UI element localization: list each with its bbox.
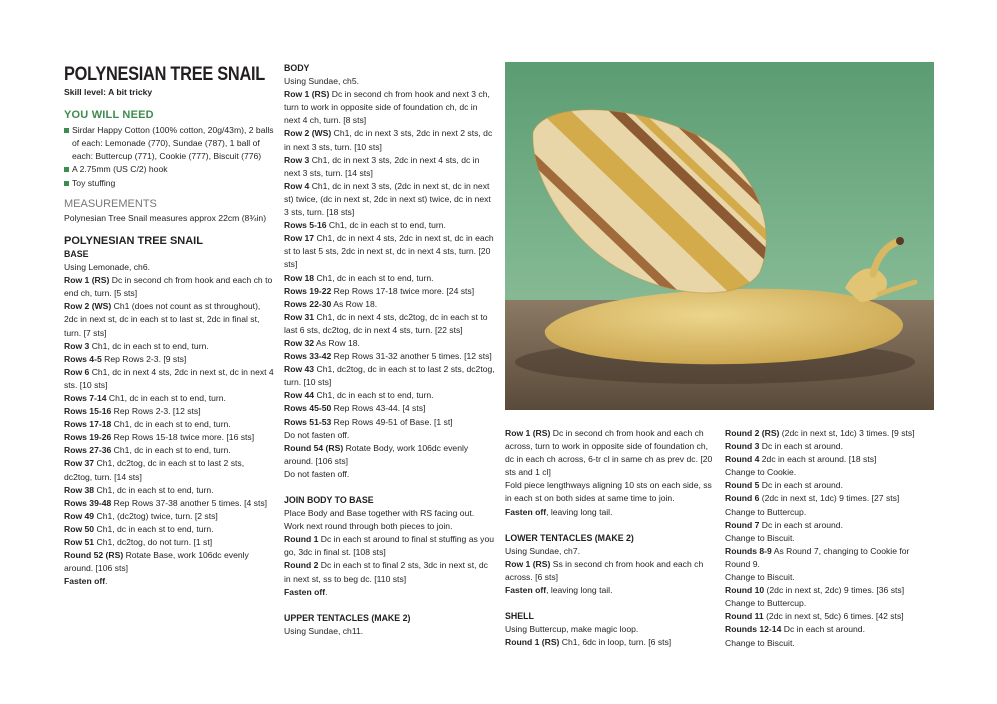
skill-level: Skill level: A bit tricky [64, 87, 153, 97]
row-label: Rows 4-5 [64, 353, 102, 364]
instruction-line [505, 558, 717, 584]
row-label: Round 5 [725, 480, 760, 491]
row-label: Row 44 [284, 390, 315, 401]
instruction-line [725, 453, 937, 466]
instruction-line [284, 154, 496, 180]
section-subheading: JOIN BODY TO BASE [284, 495, 374, 505]
row-label: Row 3 [64, 340, 90, 351]
you-will-need-heading: YOU WILL NEED [64, 109, 154, 122]
row-label: Rounds 12-14 [725, 624, 782, 635]
instruction-line [284, 625, 496, 638]
instruction-line [64, 575, 274, 588]
instruction-line [284, 533, 496, 559]
instruction-line [505, 427, 717, 479]
instruction-line [284, 88, 496, 127]
row-label: Row 50 [64, 523, 95, 534]
row-text: Ch1, dc in each st to end, turn. [94, 484, 214, 495]
instruction-line [284, 402, 496, 415]
instruction-line [284, 285, 496, 298]
row-label: Row 6 [64, 366, 90, 377]
row-label: Row 4 [284, 180, 310, 191]
row-label: Row 3 [284, 154, 310, 165]
row-text: Ch1, dc in each st to end, turn. [89, 340, 209, 351]
instruction-line [505, 636, 717, 649]
row-text: Rep Rows 43-44. [4 sts] [331, 403, 426, 414]
materials-item: Sirdar Happy Cotton (100% cotton, 20g/43m), 2 balls of each: Lemonade (770), Sundae (787), 1 ball of each: Buttercup (771), Cookie (777), Biscuit (776) [64, 124, 274, 163]
instruction-line [284, 337, 496, 350]
instruction-line [64, 497, 274, 510]
row-text: Change to Cookie. [725, 467, 797, 478]
row-text: Rotate Body, work 106dc evenly around. [106 sts] [284, 442, 469, 466]
row-label: Row 49 [64, 510, 95, 521]
row-text: Rep Rows 15-18 twice more. [16 sts] [111, 432, 255, 443]
instruction-line [284, 219, 496, 232]
row-text: Dc in second ch from hook and next 3 ch, turn to work in opposite side of foundation ch, dc in next 4 ch, turn. [8 sts] [284, 89, 490, 126]
row-label: Row 17 [284, 233, 315, 244]
instruction-line [284, 389, 496, 402]
instruction-line [284, 180, 496, 219]
row-text: Fold piece lengthways aligning 10 sts on each side, ss in each st on both sides at same time to join. [505, 480, 712, 504]
instruction-line [64, 392, 274, 405]
row-label: Round 54 (RS) [284, 442, 344, 453]
row-label: Fasten off [64, 576, 106, 587]
row-label: Round 2 [284, 560, 319, 571]
row-text: , leaving long tail. [546, 585, 613, 596]
row-label: Round 11 [725, 611, 764, 622]
row-text: Using Buttercup, make magic loop. [505, 624, 639, 635]
instruction-line [64, 418, 274, 431]
row-text: Ch1, dc in next 4 sts, 2dc in next st, dc in each st to last 5 sts, 2dc in next st, dc in next 4 sts, turn. [20 sts] [284, 233, 494, 270]
instruction-line [725, 571, 937, 584]
row-label: Rows 22-30 [284, 298, 332, 309]
instruction-line [725, 584, 937, 597]
row-text: (2dc in next st, 1dc) 3 times. [9 sts] [779, 428, 915, 438]
row-label: Row 2 (WS) [64, 301, 112, 312]
instruction-line [725, 427, 937, 440]
column-1 [64, 62, 274, 588]
row-label: Round 2 (RS) [725, 428, 780, 438]
spacer [505, 519, 717, 532]
row-label: Row 1 (RS) [505, 428, 551, 438]
instruction-line [64, 261, 274, 274]
instruction-line [64, 274, 274, 300]
row-label: Row 51 [64, 537, 95, 547]
instruction-line [284, 350, 496, 363]
instruction-line [64, 536, 274, 549]
row-label: Rows 7-14 [64, 392, 107, 403]
section-subheading: BODY [284, 63, 310, 73]
instruction-line [284, 127, 496, 153]
row-text: Rep Rows 31-32 another 5 times. [12 sts] [331, 351, 492, 362]
row-text: Rep Rows 2-3. [12 sts] [111, 406, 201, 417]
instruction-line [725, 637, 937, 650]
snail-photo [505, 62, 934, 410]
row-text: Dc in second ch from hook and each ch across, turn to work in opposite side of foundation ch, dc in each ch across, 6-tr cl in same ch as prev dc. [20 sts and 1 cl] [505, 428, 713, 478]
row-text: Ch1, (dc2tog) twice, turn. [2 sts] [94, 510, 218, 521]
row-text: Change to Buttercup. [725, 506, 807, 517]
row-text: Ss in second ch from hook and each ch across. [6 sts] [505, 558, 704, 582]
materials-item: A 2.75mm (US C/2) hook [64, 163, 274, 176]
row-text: . [325, 586, 328, 597]
row-label: Round 1 (RS) [505, 637, 560, 648]
instruction-line [284, 507, 496, 533]
materials-item: Toy stuffing [64, 177, 274, 190]
row-label: Row 38 [64, 484, 95, 495]
instructions-base [64, 248, 274, 588]
measurements-text: Polynesian Tree Snail measures approx 22cm (8¾in) [64, 212, 267, 223]
row-label: Rows 19-22 [284, 285, 332, 296]
instruction-line [505, 623, 717, 636]
row-label: Round 7 [725, 519, 760, 530]
row-text: Rep Rows 49-51 of Base. [1 st] [331, 416, 453, 427]
row-text: Ch1, dc in each st to end, turn. [326, 220, 446, 231]
instruction-line [284, 586, 496, 599]
instruction-line [725, 545, 937, 571]
row-text: Ch1, 6dc in loop, turn. [6 sts] [559, 637, 672, 648]
row-label: Row 18 [284, 272, 315, 283]
instruction-line [725, 440, 937, 453]
row-text: As Row 18. [314, 337, 360, 348]
instruction-line [284, 232, 496, 271]
instruction-line [725, 623, 937, 636]
instruction-line [725, 506, 937, 519]
row-text: Ch1, dc in next 4 sts, 2dc in next st, dc in next 4 sts. [10 sts] [64, 366, 274, 390]
instruction-line [505, 584, 717, 597]
instruction-line [725, 610, 937, 623]
row-label: Rows 27-36 [64, 445, 112, 456]
section-subheading: UPPER TENTACLES (MAKE 2) [284, 612, 411, 623]
column-2 [284, 62, 496, 638]
instruction-line [284, 429, 496, 442]
row-text: Dc in each st to final 2 sts, 3dc in next st, dc in next st, ss to beg dc. [110 sts] [284, 560, 488, 584]
row-text: Ch1, dc in each st to end, turn. [314, 272, 434, 283]
row-label: Rows 45-50 [284, 403, 332, 414]
row-label: Rows 17-18 [64, 419, 112, 430]
row-label: Round 4 [725, 454, 760, 465]
row-label: Round 10 [725, 585, 765, 596]
column-3 [505, 427, 717, 649]
row-label: Rows 5-16 [284, 220, 327, 231]
row-text: Using Lemonade, ch6. [64, 262, 150, 273]
row-label: Row 1 (RS) [505, 558, 551, 569]
row-text: Do not fasten off. [284, 429, 350, 440]
instruction-line [725, 479, 937, 492]
spacer [505, 597, 717, 610]
instruction-line [64, 405, 274, 418]
instruction-line [64, 300, 274, 339]
row-text: Ch1, dc in each st to end, turn. [106, 392, 226, 403]
section-subheading: LOWER TENTACLES (MAKE 2) [505, 532, 634, 543]
row-text: Ch1, dc2tog, do not turn. [1 st] [94, 537, 213, 547]
row-label: Rows 33-42 [284, 351, 332, 362]
row-label: Round 3 [725, 441, 760, 452]
row-text: . [105, 576, 108, 587]
row-label: Fasten off [284, 586, 326, 597]
row-text: Ch1, dc in next 3 sts, (2dc in next st, dc in next st) twice, (dc in next st, 2dc in next st) twice, dc in next 3 sts, turn. [18 sts] [284, 180, 491, 218]
section-subheading: SHELL [505, 611, 534, 622]
instruction-line [505, 506, 717, 519]
instruction-line [64, 444, 274, 457]
instruction-line [64, 340, 274, 353]
page-title: POLYNESIAN TREE SNAIL [64, 64, 265, 85]
row-label: Row 32 [284, 337, 315, 348]
instruction-line [725, 519, 937, 532]
row-text: Ch1 (does not count as st throughout), 2dc in next st, dc in each st to last st, 2dc in final st, turn. [7 sts] [64, 301, 261, 338]
row-label: Fasten off [505, 506, 547, 517]
snail-photo-image [505, 62, 934, 410]
spacer [284, 481, 496, 494]
row-text: Change to Biscuit. [725, 532, 795, 543]
row-text: (2dc in next st, 1dc) 9 times. [27 sts] [759, 493, 900, 504]
row-text: Dc in each st around. [759, 441, 843, 452]
row-label: Row 43 [284, 364, 315, 375]
row-text: Change to Biscuit. [725, 572, 795, 583]
row-text: Ch1, dc2tog, dc in each st to last 2 sts, dc2tog, turn. [10 sts] [284, 364, 495, 388]
row-label: Rows 19-26 [64, 432, 112, 443]
row-text: Using Sundae, ch11. [284, 625, 364, 636]
row-label: Round 52 (RS) [64, 550, 124, 561]
instruction-line [284, 298, 496, 311]
instruction-line [64, 549, 274, 575]
row-text: Rep Rows 37-38 another 5 times. [4 sts] [111, 497, 268, 508]
row-text: Place Body and Base together with RS facing out. Work next round through both pieces to join. [284, 508, 475, 532]
row-text: As Row 18. [331, 298, 378, 309]
row-text: Ch1, dc in each st to end, turn. [94, 523, 214, 534]
row-text: Dc in each st around. [759, 519, 843, 530]
row-text: Dc in second ch from hook and each ch to end ch, turn. [5 sts] [64, 275, 273, 299]
instruction-line [64, 523, 274, 536]
row-text: Dc in each st around. [759, 480, 843, 491]
row-text: Dc in each st around to final st stuffing as you go, 3dc in final st. [108 sts] [284, 534, 495, 558]
row-label: Row 1 (RS) [284, 89, 330, 100]
row-label: Round 6 [725, 493, 760, 504]
row-label: Rounds 8-9 [725, 545, 772, 556]
row-text: Rep Rows 17-18 twice more. [24 sts] [331, 285, 475, 296]
row-label: Row 37 [64, 458, 95, 469]
row-text: (2dc in next st, 5dc) 6 times. [42 sts] [763, 611, 904, 622]
instruction-line [64, 353, 274, 366]
row-label: Row 2 (WS) [284, 128, 332, 139]
row-label: Rows 39-48 [64, 497, 112, 508]
row-text: Dc in each st around. [781, 624, 865, 635]
instruction-line [725, 597, 937, 610]
instruction-line [284, 468, 496, 481]
row-text: Ch1, dc in each st to end, turn. [314, 390, 434, 401]
row-text: , leaving long tail. [546, 506, 613, 517]
row-text: As Round 7, changing to Cookie for Round 9. [725, 545, 910, 569]
instruction-line [505, 479, 717, 505]
instruction-line [284, 559, 496, 585]
row-text: 2dc in each st around. [18 sts] [759, 454, 877, 465]
instruction-line [284, 363, 496, 389]
column-4 [725, 427, 937, 650]
row-label: Fasten off [505, 585, 547, 596]
instruction-line [64, 431, 274, 444]
row-text: Using Sundae, ch7. [505, 545, 581, 556]
row-text: Ch1, dc in next 3 sts, 2dc in next 2 sts, dc in next 3 sts, turn. [10 sts] [284, 128, 493, 152]
instruction-line [64, 366, 274, 392]
row-text: Rep Rows 2-3. [9 sts] [101, 353, 187, 364]
row-text: Change to Biscuit. [725, 637, 795, 648]
instruction-line [284, 311, 496, 337]
row-label: Rows 15-16 [64, 406, 112, 417]
instruction-line [64, 510, 274, 523]
row-text: Ch1, dc in next 3 sts, 2dc in next 4 sts, dc in next 3 sts, turn. [14 sts] [284, 154, 480, 178]
row-text: Ch1, dc in next 4 sts, dc2tog, dc in each st to last 6 sts, dc2tog, dc in next 4 sts, turn. [22 sts] [284, 311, 488, 335]
row-label: Row 1 (RS) [64, 275, 110, 286]
row-text: Ch1, dc2tog, dc in each st to last 2 sts, dc2tog, turn. [14 sts] [64, 458, 245, 482]
instruction-line [505, 545, 717, 558]
row-label: Round 1 [284, 534, 319, 545]
row-text: Rotate Base, work 106dc evenly around. [106 sts] [64, 550, 249, 574]
measurements-heading: MEASUREMENTS [64, 197, 157, 210]
instruction-line [725, 532, 937, 545]
instruction-line [284, 416, 496, 429]
spacer [284, 599, 496, 612]
row-label: Rows 51-53 [284, 416, 332, 427]
row-text: Ch1, dc in each st to end, turn. [111, 445, 231, 456]
row-text: Change to Buttercup. [725, 598, 807, 609]
row-text: Do not fasten off. [284, 468, 350, 479]
instruction-line [284, 442, 496, 468]
instruction-line [284, 75, 496, 88]
row-label: Row 31 [284, 311, 315, 322]
instruction-line [725, 466, 937, 479]
row-text: Ch1, dc in each st to end, turn. [111, 419, 231, 430]
materials-list [64, 124, 274, 189]
row-text: (2dc in next st, 2dc) 9 times. [36 sts] [764, 585, 905, 596]
instruction-line [64, 484, 274, 497]
row-text: Using Sundae, ch5. [284, 76, 360, 87]
instruction-line [725, 492, 937, 505]
instruction-line [284, 272, 496, 285]
pattern-heading: POLYNESIAN TREE SNAIL [64, 234, 203, 247]
section-subheading: BASE [64, 248, 89, 259]
instruction-line [64, 457, 274, 483]
